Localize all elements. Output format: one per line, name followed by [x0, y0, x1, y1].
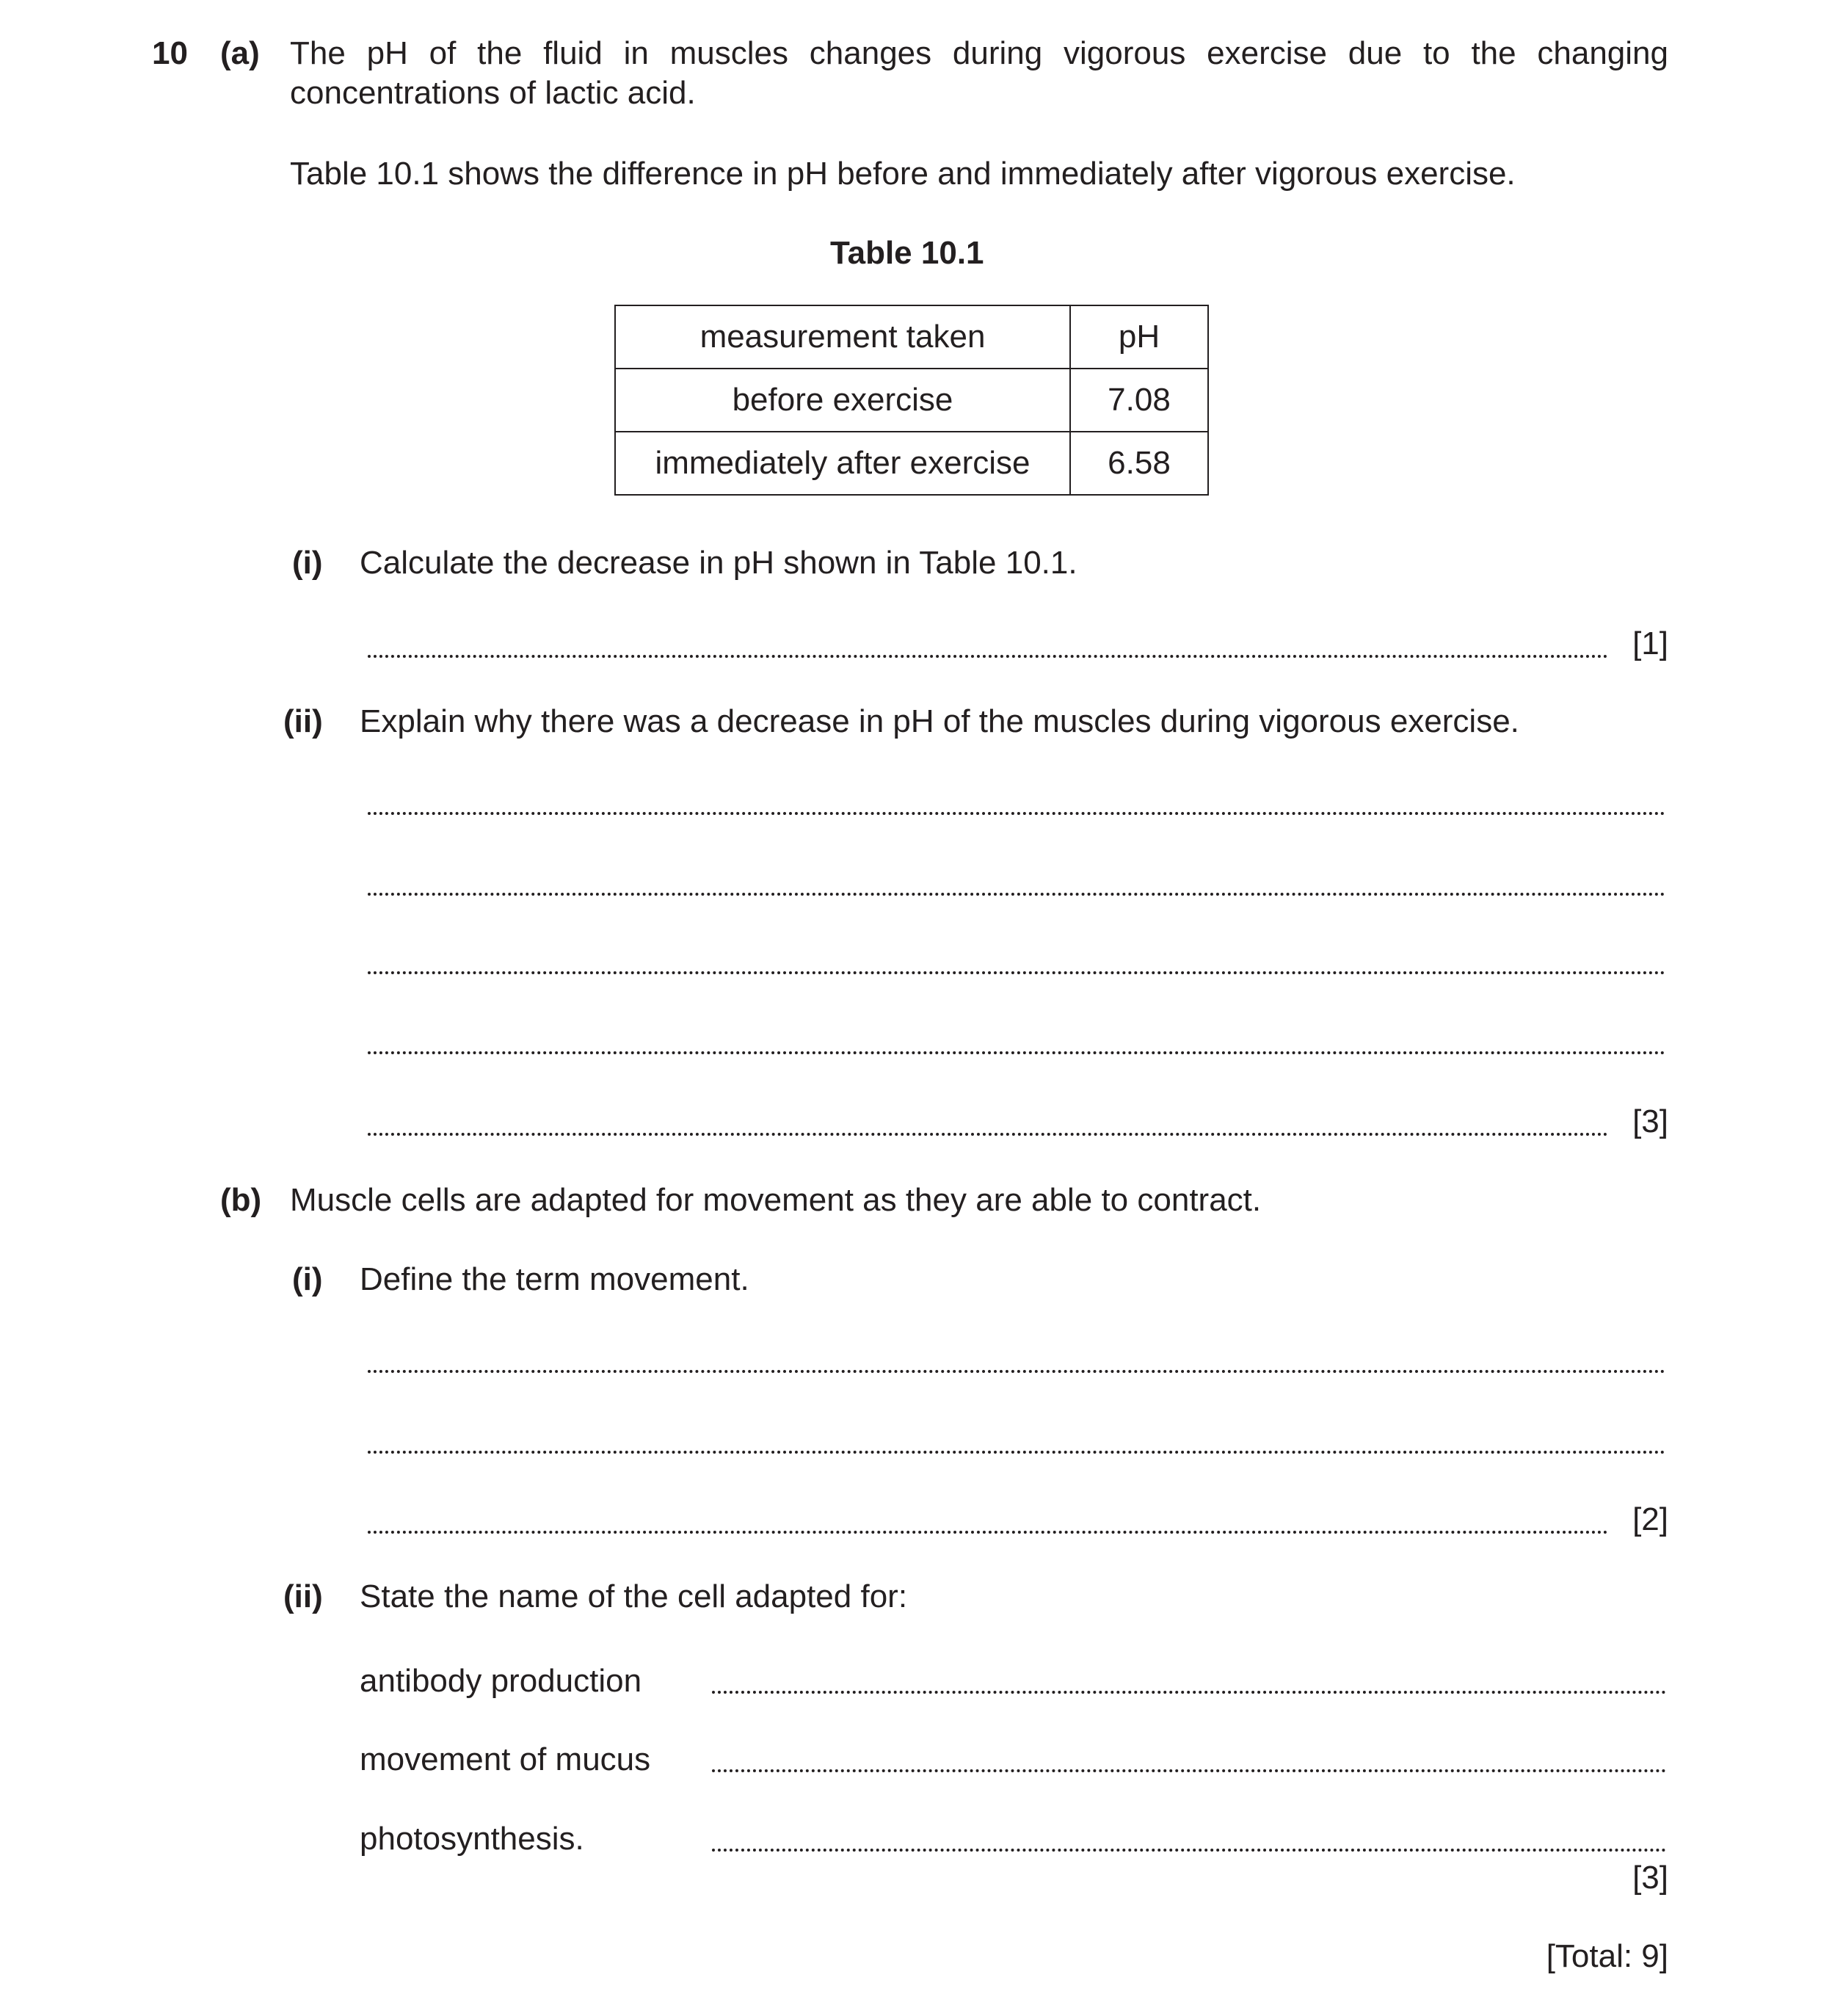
part-b-ii-label: (ii) — [283, 1578, 323, 1614]
marks-a-i: [1] — [1632, 626, 1668, 661]
table-cell-ph: 6.58 — [1070, 432, 1208, 495]
part-a-intro-line1: The pH of the fluid in muscles changes during vigorous exercise due to the changing — [290, 35, 1668, 71]
part-b-i-text: Define the term movement. — [360, 1261, 749, 1297]
marks-b-i: [2] — [1632, 1501, 1668, 1537]
cell-item-label: photosynthesis. — [360, 1821, 584, 1857]
part-a-label: (a) — [220, 35, 260, 71]
table-row — [615, 432, 1208, 495]
answer-line[interactable] — [368, 1531, 1608, 1534]
answer-line[interactable] — [368, 893, 1665, 896]
marks-b-ii: [3] — [1632, 1860, 1668, 1896]
table-header-ph: pH — [1070, 305, 1208, 369]
answer-line[interactable] — [368, 1370, 1665, 1373]
ph-table — [614, 305, 1209, 496]
answer-line[interactable] — [712, 1691, 1666, 1694]
answer-line[interactable] — [368, 1451, 1665, 1454]
table-row — [615, 369, 1208, 432]
total-marks: [Total: 9] — [1546, 1938, 1668, 1974]
table-cell-measurement: immediately after exercise — [615, 432, 1070, 495]
part-b-label: (b) — [220, 1182, 262, 1218]
cell-item-label: antibody production — [360, 1663, 642, 1699]
part-b-i-label: (i) — [292, 1261, 323, 1297]
table-header-measurement: measurement taken — [615, 305, 1070, 369]
answer-line[interactable] — [712, 1849, 1666, 1852]
answer-line[interactable] — [368, 1051, 1665, 1054]
answer-line[interactable] — [368, 812, 1665, 815]
answer-line[interactable] — [368, 1133, 1608, 1136]
part-a-i-label: (i) — [292, 545, 323, 581]
answer-line[interactable] — [368, 655, 1608, 658]
table-header-row — [615, 305, 1208, 369]
answer-line[interactable] — [712, 1769, 1666, 1772]
table-cell-ph: 7.08 — [1070, 369, 1208, 432]
question-number: 10 — [152, 35, 188, 71]
part-b-ii-text: State the name of the cell adapted for: — [360, 1578, 908, 1614]
part-a-ii-text: Explain why there was a decrease in pH of the muscles during vigorous exercise. — [360, 703, 1519, 739]
part-b-text: Muscle cells are adapted for movement as they are able to contract. — [290, 1182, 1262, 1218]
answer-line[interactable] — [368, 971, 1665, 974]
cell-item-label: movement of mucus — [360, 1741, 651, 1777]
part-a-intro-line2: concentrations of lactic acid. — [290, 75, 696, 111]
table-cell-measurement: before exercise — [615, 369, 1070, 432]
part-a-i-text: Calculate the decrease in pH shown in Table 10.1. — [360, 545, 1077, 581]
table-intro-text: Table 10.1 shows the difference in pH before and immediately after vigorous exercise. — [290, 156, 1516, 192]
part-a-ii-label: (ii) — [283, 703, 323, 739]
marks-a-ii: [3] — [1632, 1103, 1668, 1139]
